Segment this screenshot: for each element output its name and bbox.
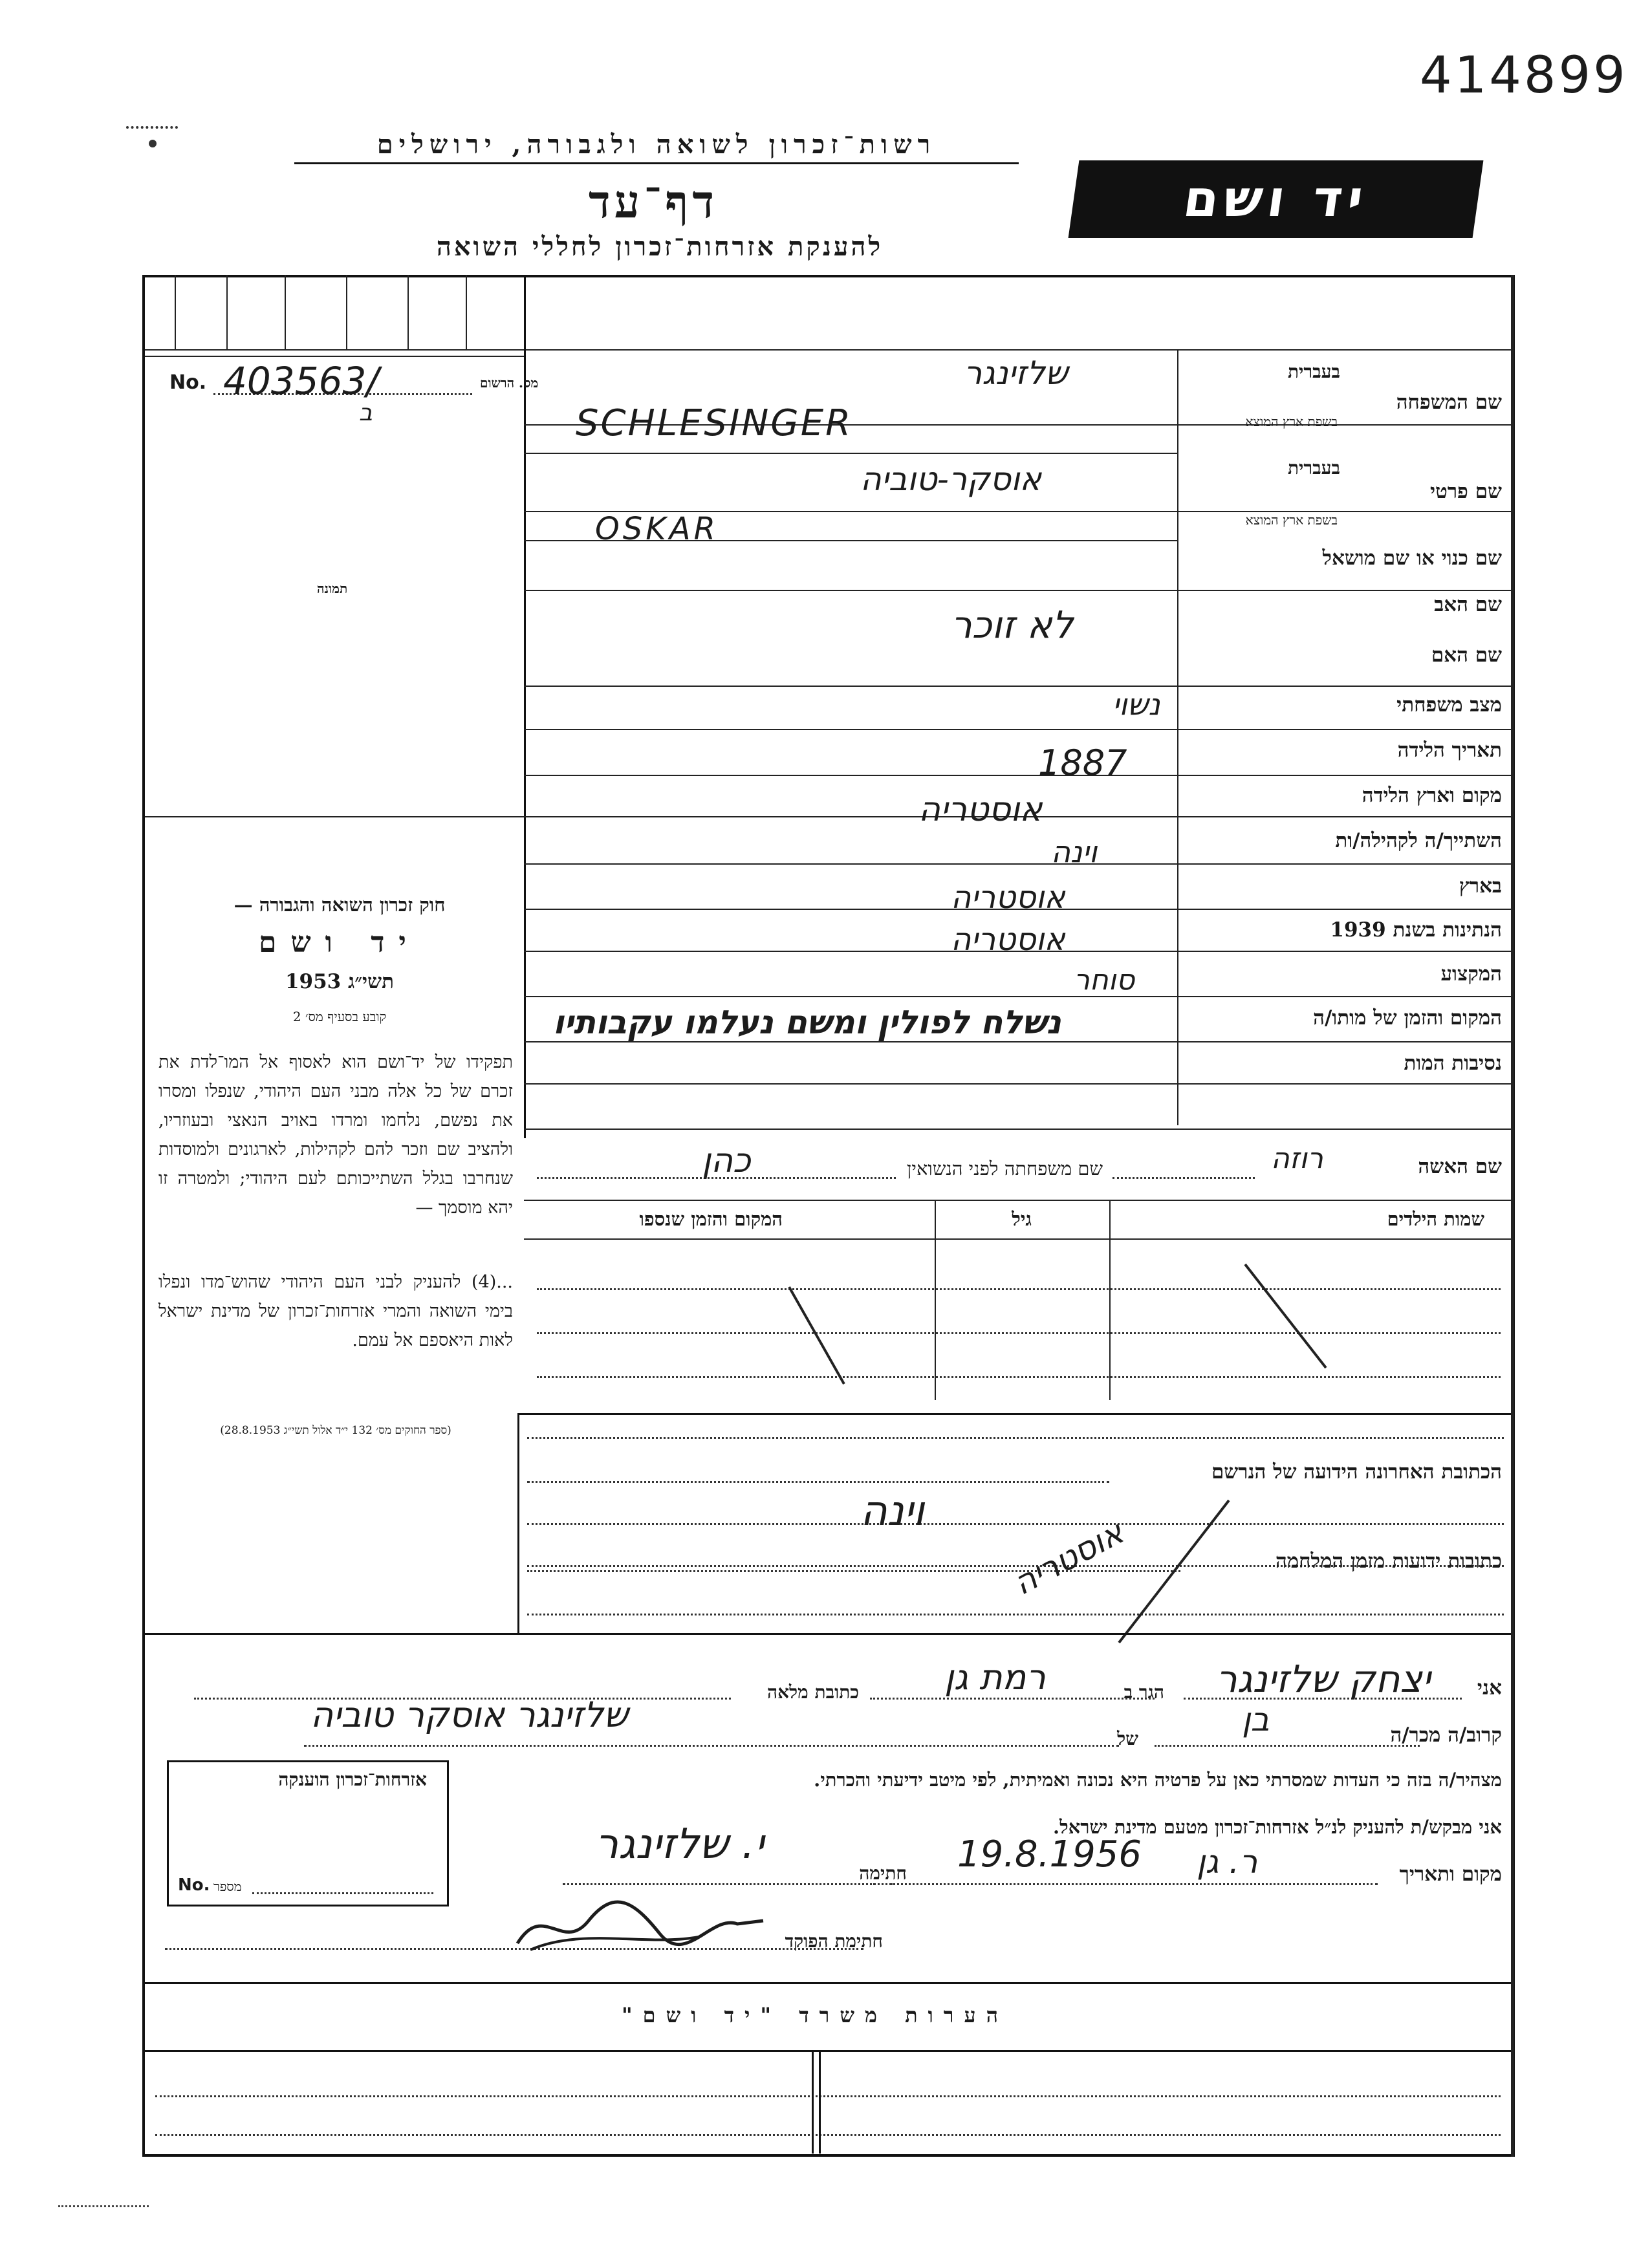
left-column-divider-lower: [517, 1413, 519, 1633]
memorial-box-number-he: מספר: [213, 1879, 242, 1894]
full-address-label: כתובת מלאה: [766, 1681, 859, 1703]
form-subtitle: להענקת אזרחות־זכרון לחללי השואה: [436, 232, 884, 262]
row-line: [524, 590, 1511, 591]
resides-label: הגר ב: [1123, 1681, 1164, 1703]
resides-dots: [870, 1698, 1155, 1700]
family-name-label: שם המשפחה: [1396, 391, 1502, 414]
top-strip-divider: [226, 275, 228, 349]
signature-dots: [563, 1883, 893, 1885]
top-strip-divider: [466, 275, 467, 349]
statement-text: מצהיר/ה בזה כי העדות שמסרתי כאן על פרטיה היא נכונה ואמיתית, לפי מיטב ידיעתי והכרתי.: [814, 1769, 1502, 1791]
origin-lang-label: בשפת ארץ המוצא: [1245, 512, 1338, 528]
top-strip-divider: [407, 275, 409, 349]
wife-label: שם האשה: [1418, 1155, 1502, 1178]
authority-title: רשות־זכרון לשואה ולגבורה, ירושלים: [294, 129, 1019, 164]
office-notes-divider: [812, 2050, 814, 2154]
first-name-latin: OSKAR: [595, 511, 719, 547]
father-name-label: שם האב: [1434, 593, 1502, 616]
registry-label-he: מס. הרשום: [480, 375, 539, 391]
photo-label: תמונה: [317, 581, 348, 596]
row-line: [524, 1083, 1511, 1085]
birth-place-label: מקום וארץ הלידה: [1362, 784, 1502, 807]
first-name-label: שם פרטי: [1429, 480, 1502, 503]
photo-box-bottom: [145, 816, 524, 817]
death-place-time-label: המקום והזמן של מותו/ה: [1313, 1006, 1502, 1030]
address-dots: [527, 1523, 1504, 1525]
wartime-address-label: כתובות ידועות מזמן המלחמה: [1275, 1550, 1502, 1573]
in-hebrew-label: בעברית: [1287, 457, 1340, 479]
children-place-header: המקום והזמן שנספו: [639, 1208, 783, 1230]
yad-vashem-logo: [1069, 160, 1484, 238]
of-dots: [304, 1745, 1119, 1747]
stray-mark: [58, 2205, 149, 2207]
in-hebrew-label: בעברית: [1287, 361, 1340, 382]
family-name-hebrew: שלזינגר: [964, 354, 1069, 392]
last-address-value: וינה: [860, 1487, 925, 1535]
place-date-label: מקום ותאריך: [1399, 1863, 1502, 1886]
office-notes-divider: [819, 2050, 821, 2154]
row-line: [524, 1041, 1511, 1042]
form-title: דף־עד: [588, 175, 718, 228]
official-signature-scribble: [505, 1888, 776, 1960]
of-value: שלזינגר אוסקר טוביה: [310, 1694, 629, 1735]
origin-lang-label: בשפת ארץ המוצא: [1245, 414, 1338, 429]
birth-date-label: תאריך הלידה: [1397, 739, 1502, 762]
signature-label: חתימה: [859, 1863, 907, 1884]
law-clause: קובע בסעיף מס׳ 2: [292, 1009, 387, 1024]
address-dots: [527, 1437, 1504, 1439]
document-number: 414899: [1420, 47, 1628, 105]
birth-date-value: 1887: [1038, 742, 1127, 783]
stray-mark: [149, 140, 157, 147]
office-notes-top: [145, 1982, 1511, 1984]
community-value: וינה: [1051, 834, 1098, 869]
profession-value: סוחר: [1074, 964, 1135, 997]
row-line: [524, 453, 1177, 454]
wartime-address-value: אוסטריה: [1007, 1513, 1130, 1603]
top-strip-line: [145, 349, 1511, 351]
death-cause-label: נסיבות המות: [1404, 1052, 1502, 1075]
father-name-value: לא זוכר: [951, 603, 1074, 647]
form-frame-right-edge: [1511, 275, 1514, 2157]
place-date-dots: [873, 1883, 1378, 1885]
office-notes-dots: [155, 2134, 1501, 2136]
community-label: השתייך/ה לקהילה/ות: [1335, 829, 1502, 852]
row-line: [524, 729, 1511, 730]
office-notes-dots: [155, 2095, 1501, 2097]
row-line: [524, 775, 1511, 776]
declarant-value: יצחק שלזינגר: [1216, 1657, 1431, 1701]
country-label: בארץ: [1459, 874, 1502, 898]
maiden-name-value: כהן: [702, 1141, 751, 1180]
memorial-box-title: אזרחות־זכרון הוענקה: [278, 1769, 427, 1790]
nationality-value: אוסטריה: [951, 922, 1065, 958]
registry-number-suffix: ב: [359, 400, 373, 426]
memorial-box-number-en: No.: [178, 1875, 210, 1895]
last-address-label: הכתובת האחרונה הידועה של הנרשם: [1211, 1460, 1502, 1484]
marital-status-label: מצב משפחתי: [1396, 693, 1502, 717]
top-strip-divider: [175, 275, 176, 349]
children-table-bottom: [517, 1413, 1511, 1415]
office-notes-rule: [145, 2050, 1511, 2052]
stray-mark: [126, 126, 178, 133]
memorial-box-dots: [252, 1892, 433, 1894]
official-signature-label: חתימת הפוקד: [785, 1930, 883, 1952]
children-age-header: גיל: [1012, 1208, 1032, 1230]
profession-label: המקצוע: [1440, 962, 1502, 986]
country-value: אוסטריה: [951, 880, 1065, 916]
mother-name-label: שם האם: [1431, 643, 1502, 667]
relation-value: בן: [1242, 1701, 1270, 1738]
law-paragraph-2: ...(4) להעניק לבני העם היהודי שהוש־מדו ונפלו בימי השואה והמרי אזרחות־זכרון של מדינת ישראל לאות היאספם אל עמם.: [158, 1272, 513, 1350]
top-strip-divider: [346, 275, 347, 349]
office-notes-title: הערות משרד "יד ושם": [621, 2003, 1009, 2027]
children-strikethrough: [524, 1238, 1511, 1407]
declarant-label: אני: [1477, 1676, 1502, 1700]
row-line: [524, 1129, 1511, 1130]
address-scribble: [1100, 1487, 1255, 1656]
top-strip-divider: [285, 275, 286, 349]
wife-value: רוזה: [1271, 1142, 1323, 1175]
children-names-header: שמות הילדים: [1387, 1208, 1484, 1230]
marital-status-value: נשוי: [1112, 687, 1160, 722]
of-label: של: [1117, 1728, 1138, 1749]
logo-text: יד ושם: [1180, 170, 1372, 228]
registry-label-en: No.: [169, 371, 207, 394]
date-value: 19.8.1956: [957, 1833, 1142, 1875]
registry-number: 403563/: [223, 359, 379, 403]
row-line: [524, 686, 1511, 687]
death-place-time-value: נשלח לפולין ומשם נעלמו עקבותיו: [553, 1004, 1061, 1041]
resides-value: רמת גן: [944, 1657, 1046, 1698]
request-text: אני מבקש/ת להעניק לנ״ל אזרחות־זכרון מטעם מדינת ישראל.: [1053, 1816, 1502, 1838]
law-paragraph-1: תפקידו של יד־ושם הוא לאסוף אל המו־לדת את זכרם של כל אלה מבני העם היהודי, שנפלו ומסרו את נפשם, נלחמו ומרדו באויב הנאצי ובעוזריו, ולהציב שם וזכר להם לקהילות, לארגונים ולמוסדות שנחרבו בגלל השתייכותם לעם היהודי; ולמטרה זו יהא מוסמך —: [158, 1052, 513, 1218]
address-dots: [527, 1481, 1109, 1483]
row-line: [524, 863, 1511, 865]
row-line: [524, 996, 1511, 997]
nickname-label: שם כנוי או שם מושאל: [1322, 546, 1502, 570]
place-value: ר. גן: [1197, 1843, 1258, 1881]
label-column-divider: [1177, 349, 1178, 1125]
family-name-latin: SCHLESINGER: [576, 402, 852, 444]
wife-dots: [1112, 1177, 1255, 1179]
law-name: יד ושם: [259, 926, 420, 959]
law-title: חוק זכרון השואה והגבורה —: [233, 894, 446, 916]
declaration-top-line: [145, 1633, 1511, 1635]
address-dots: [527, 1614, 1504, 1615]
left-column-divider: [524, 275, 526, 1138]
law-year: תשי״ג 1953: [285, 970, 395, 993]
signature-value: י. שלזינגר: [595, 1820, 765, 1868]
nationality-label: הנתינות בשנת 1939: [1330, 918, 1502, 942]
law-source: (ספר החוקים מס׳ 132 י״ד אלול תשי״ג 28.8.1953): [220, 1424, 451, 1437]
registry-box-line: [145, 356, 524, 357]
relative-label: קרוב/ה מכר/ה: [1390, 1723, 1502, 1747]
spouse-row-bottom: [524, 1200, 1511, 1201]
first-name-hebrew: אוסקר-טוביה: [860, 460, 1042, 498]
relation-dots: [1155, 1745, 1420, 1747]
birth-place-value: אוסטריה: [918, 790, 1043, 829]
maiden-name-label: שם משפחתה לפני הנשואין: [907, 1158, 1103, 1180]
